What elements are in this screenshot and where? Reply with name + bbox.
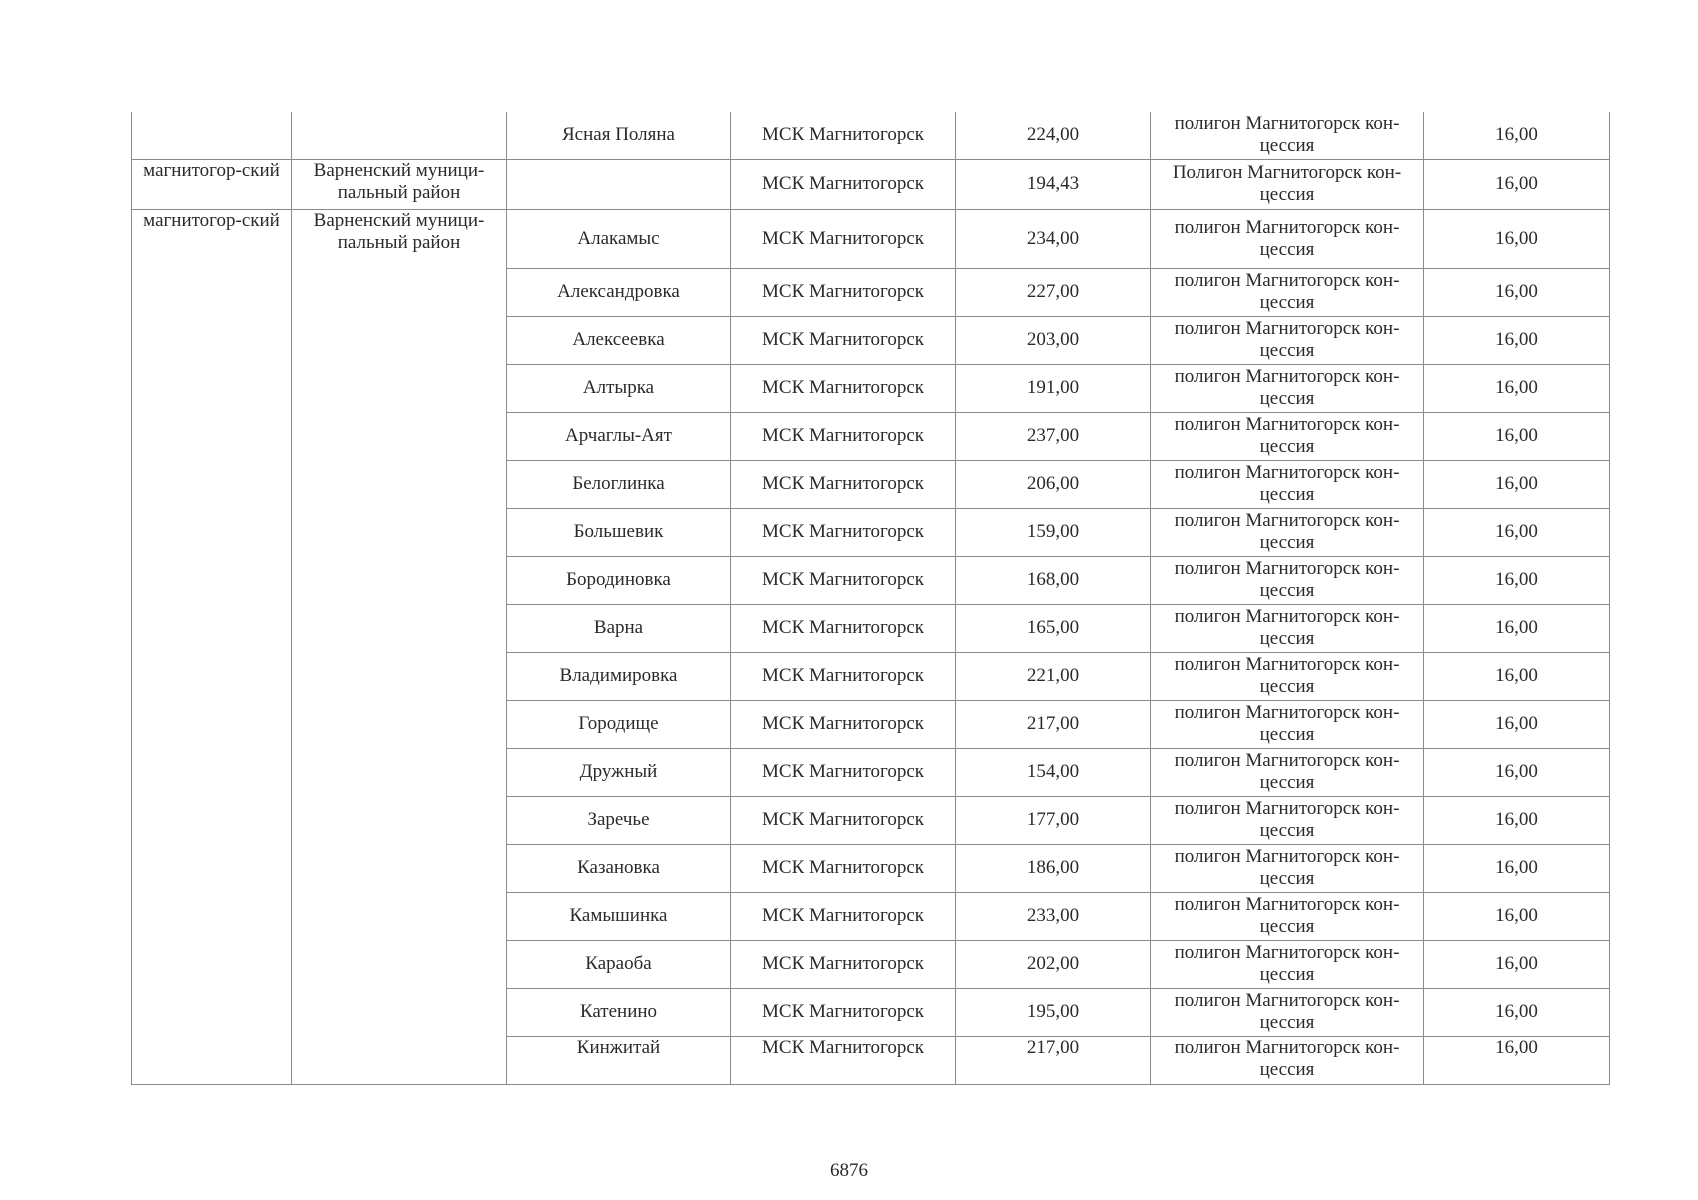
value-cell: 16,00 [1424,556,1610,604]
operator-cell: МСК Магнитогорск [731,364,956,412]
destination-cell: полигон Магнитогорск кон-цессия [1151,112,1424,159]
value-cell: 16,00 [1424,988,1610,1036]
distance-cell: 177,00 [956,796,1151,844]
distance-cell: 234,00 [956,209,1151,268]
settlement-cell: Катенино [507,988,731,1036]
distance-cell: 233,00 [956,892,1151,940]
distance-cell: 195,00 [956,988,1151,1036]
zone-cell: магнитогор-ский [132,159,292,209]
value-cell: 16,00 [1424,508,1610,556]
destination-cell: полигон Магнитогорск кон-цессия [1151,460,1424,508]
destination-cell: полигон Магнитогорск кон-цессия [1151,748,1424,796]
value-cell: 16,00 [1424,268,1610,316]
operator-cell: МСК Магнитогорск [731,460,956,508]
distance-cell: 159,00 [956,508,1151,556]
settlement-cell: Арчаглы-Аят [507,412,731,460]
value-cell: 16,00 [1424,412,1610,460]
destination-cell: полигон Магнитогорск кон-цессия [1151,940,1424,988]
destination-cell: полигон Магнитогорск кон-цессия [1151,652,1424,700]
district-cell: Варненский муници-пальный район [292,159,507,209]
destination-cell: полигон Магнитогорск кон-цессия [1151,796,1424,844]
district-cell: Варненский муници-пальный район [292,209,507,1084]
operator-cell: МСК Магнитогорск [731,892,956,940]
operator-cell: МСК Магнитогорск [731,412,956,460]
operator-cell: МСК Магнитогорск [731,796,956,844]
value-cell: 16,00 [1424,700,1610,748]
distance-cell: 194,43 [956,159,1151,209]
table-row [132,159,1610,209]
operator-cell: МСК Магнитогорск [731,988,956,1036]
settlement-cell: Алакамыс [507,209,731,268]
value-cell: 16,00 [1424,159,1610,209]
settlement-cell: Владимировка [507,652,731,700]
destination-cell: полигон Магнитогорск кон-цессия [1151,316,1424,364]
destination-cell: Полигон Магнитогорск кон-цессия [1151,159,1424,209]
destination-cell: полигон Магнитогорск кон-цессия [1151,844,1424,892]
settlement-cell: Дружный [507,748,731,796]
destination-cell: полигон Магнитогорск кон-цессия [1151,604,1424,652]
value-cell: 16,00 [1424,112,1610,159]
destination-cell: полигон Магнитогорск кон-цессия [1151,988,1424,1036]
settlement-cell: Камышинка [507,892,731,940]
settlement-cell: Караоба [507,940,731,988]
distance-cell: 221,00 [956,652,1151,700]
operator-cell: МСК Магнитогорск [731,604,956,652]
destination-cell: полигон Магнитогорск кон-цессия [1151,508,1424,556]
settlement-cell: Бородиновка [507,556,731,604]
settlement-cell: Александровка [507,268,731,316]
destination-cell: полигон Магнитогорск кон-цессия [1151,892,1424,940]
settlement-cell: Кинжитай [507,1036,731,1084]
value-cell: 16,00 [1424,892,1610,940]
settlement-cell: Алексеевка [507,316,731,364]
district-cell [292,112,507,159]
operator-cell: МСК Магнитогорск [731,844,956,892]
destination-cell: полигон Магнитогорск кон-цессия [1151,268,1424,316]
distance-cell: 217,00 [956,1036,1151,1084]
settlement-cell: Белоглинка [507,460,731,508]
operator-cell: МСК Магнитогорск [731,748,956,796]
page-number: 6876 [830,1160,868,1181]
settlement-cell: Большевик [507,508,731,556]
table-row [132,209,1610,268]
destination-cell: полигон Магнитогорск кон-цессия [1151,209,1424,268]
destination-cell: полигон Магнитогорск кон-цессия [1151,700,1424,748]
distance-cell: 224,00 [956,112,1151,159]
operator-cell: МСК Магнитогорск [731,700,956,748]
operator-cell: МСК Магнитогорск [731,940,956,988]
tariff-table [131,112,1610,1085]
distance-cell: 165,00 [956,604,1151,652]
settlement-cell: Варна [507,604,731,652]
distance-cell: 202,00 [956,940,1151,988]
distance-cell: 154,00 [956,748,1151,796]
operator-cell: МСК Магнитогорск [731,112,956,159]
destination-cell: полигон Магнитогорск кон-цессия [1151,412,1424,460]
destination-cell: полигон Магнитогорск кон-цессия [1151,1036,1424,1084]
value-cell: 16,00 [1424,940,1610,988]
value-cell: 16,00 [1424,316,1610,364]
operator-cell: МСК Магнитогорск [731,316,956,364]
settlement-cell: Алтырка [507,364,731,412]
distance-cell: 206,00 [956,460,1151,508]
distance-cell: 217,00 [956,700,1151,748]
destination-cell: полигон Магнитогорск кон-цессия [1151,364,1424,412]
operator-cell: МСК Магнитогорск [731,159,956,209]
distance-cell: 191,00 [956,364,1151,412]
settlement-cell: Городище [507,700,731,748]
destination-cell: полигон Магнитогорск кон-цессия [1151,556,1424,604]
value-cell: 16,00 [1424,460,1610,508]
settlement-cell: Ясная Поляна [507,112,731,159]
operator-cell: МСК Магнитогорск [731,209,956,268]
distance-cell: 227,00 [956,268,1151,316]
distance-cell: 168,00 [956,556,1151,604]
value-cell: 16,00 [1424,748,1610,796]
operator-cell: МСК Магнитогорск [731,508,956,556]
settlement-cell: Заречье [507,796,731,844]
value-cell: 16,00 [1424,209,1610,268]
distance-cell: 186,00 [956,844,1151,892]
value-cell: 16,00 [1424,1036,1610,1084]
table-row [132,112,1610,159]
zone-cell: магнитогор-ский [132,209,292,1084]
zone-cell [132,112,292,159]
value-cell: 16,00 [1424,364,1610,412]
value-cell: 16,00 [1424,844,1610,892]
operator-cell: МСК Магнитогорск [731,652,956,700]
operator-cell: МСК Магнитогорск [731,1036,956,1084]
operator-cell: МСК Магнитогорск [731,268,956,316]
value-cell: 16,00 [1424,652,1610,700]
operator-cell: МСК Магнитогорск [731,556,956,604]
value-cell: 16,00 [1424,604,1610,652]
settlement-cell: Казановка [507,844,731,892]
distance-cell: 203,00 [956,316,1151,364]
value-cell: 16,00 [1424,796,1610,844]
distance-cell: 237,00 [956,412,1151,460]
settlement-cell [507,159,731,209]
